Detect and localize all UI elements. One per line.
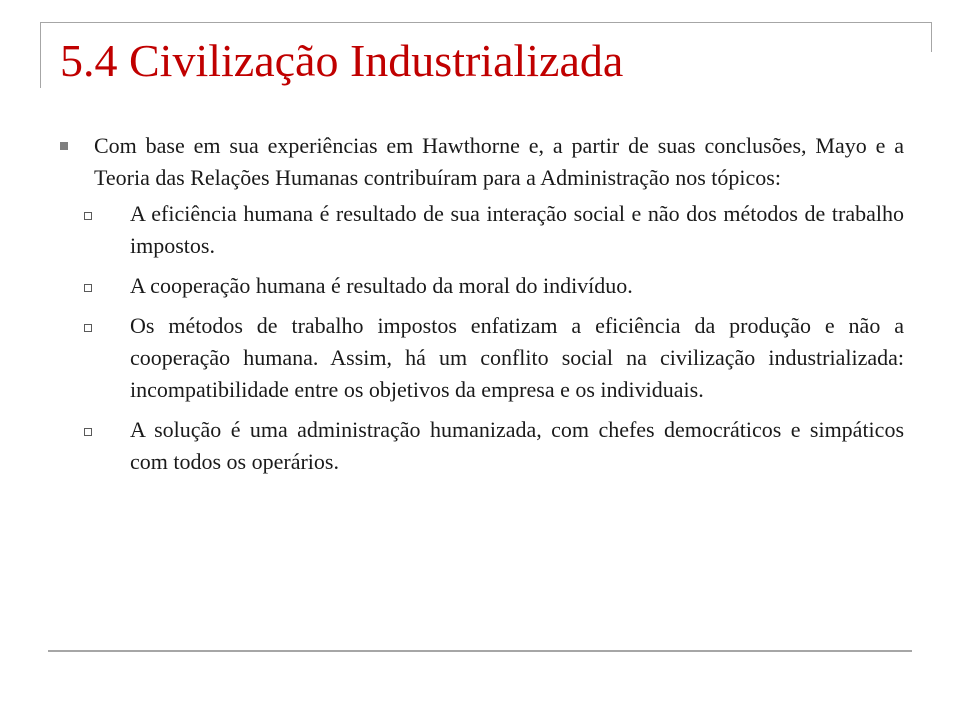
left-divider-line [40,22,41,88]
sub-bullet-text: Os métodos de trabalho impostos enfatizam a eficiência da produção e não a cooperação humana. Assim, há um conflito social na civilização industrializada: incompatibilidade entre os objetivos da empresa e os individuais. [130,313,904,402]
sub-bullet-item [58,310,904,406]
top-divider-line [40,22,932,23]
sub-bullet-item [58,270,904,302]
square-bullet-icon [60,142,68,150]
hollow-square-bullet-icon [84,428,92,436]
main-bullet [58,130,904,194]
sub-bullet-item [58,414,904,478]
bottom-divider-line [48,650,912,652]
hollow-square-bullet-icon [84,212,92,220]
hollow-square-bullet-icon [84,324,92,332]
sub-bullet-list [58,198,904,478]
right-divider-line [931,22,932,52]
hollow-square-bullet-icon [84,284,92,292]
sub-bullet-text: A solução é uma administração humanizada, com chefes democráticos e simpáticos com todos os operários. [130,417,904,474]
sub-bullet-text: A cooperação humana é resultado da moral do indivíduo. [130,273,633,298]
main-bullet-text: Com base em sua experiências em Hawthorne e, a partir de suas conclusões, Mayo e a Teoria das Relações Humanas contribuíram para a Administração nos tópicos: [94,133,904,190]
sub-bullet-item [58,198,904,262]
slide-title: 5.4 Civilização Industrializada [60,35,624,86]
slide-body [58,130,904,486]
sub-bullet-text: A eficiência humana é resultado de sua interação social e não dos métodos de trabalho impostos. [130,201,904,258]
